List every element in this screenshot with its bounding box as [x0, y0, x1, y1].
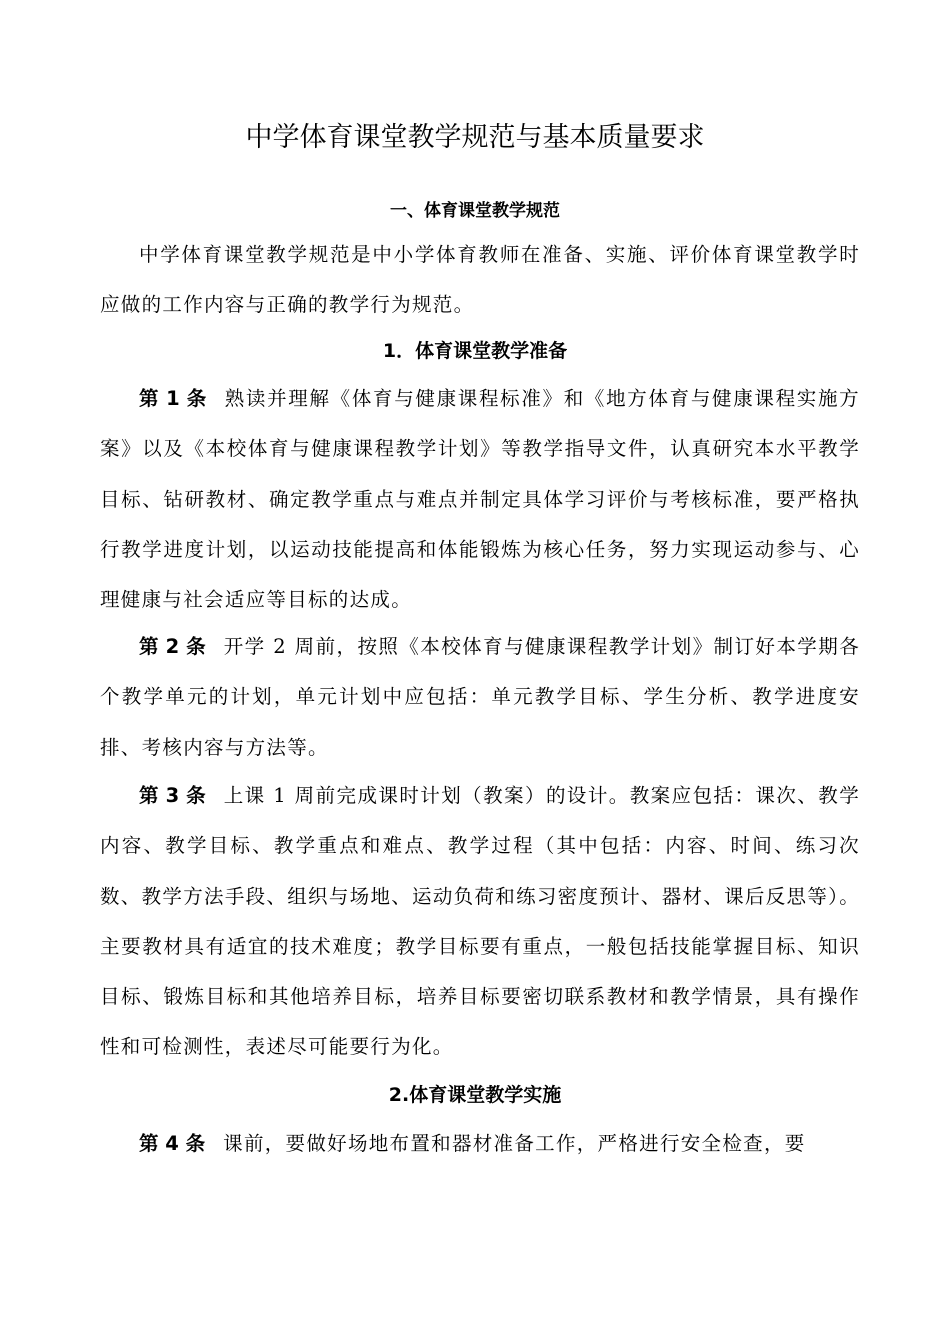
- article-text: 上课 1 周前完成课时计划（教案）的设计。教案应包括：课次、教学内容、教学目标、教学重点和难点、教学过程（其中包括：内容、时间、练习次数、教学方法手段、组织与场地、运动负荷和练习密度预计、器材、课后反思等）。主要教材具有适宜的技术难度；教学目标要有重点，一般包括技能掌握目标、知识目标、锻炼目标和其他培养目标，培养目标要密切联系教材和教学情景，具有操作性和可检测性，表述尽可能要行为化。: [100, 784, 860, 1059]
- article-paragraph: [100, 374, 860, 625]
- section-heading: 一、体育课堂教学规范: [390, 201, 560, 221]
- article-text: 课前，要做好场地布置和器材准备工作，严格进行安全检查，要: [223, 1132, 806, 1155]
- article-text: 开学 2 周前，按照《本校体育与健康课程教学计划》制订好本学期各个教学单元的计划，单元计划中应包括：单元教学目标、学生分析、教学进度安排、考核内容与方法等。: [100, 635, 860, 759]
- subheading-preparation: 1．体育课堂教学准备: [382, 340, 568, 362]
- intro-paragraph: 中学体育课堂教学规范是中小学体育教师在准备、实施、评价体育课堂教学时应做的工作内容与正确的教学行为规范。: [100, 243, 860, 317]
- article-label: 第 4 条: [139, 1132, 206, 1155]
- article-text: 熟读并理解《体育与健康课程标准》和《地方体育与健康课程实施方案》以及《本校体育与健康课程教学计划》等教学指导文件，认真研究本水平教学目标、钻研教材、确定教学重点与难点并制定具体学习评价与考核标准，要严格执行教学进度计划，以运动技能提高和体能锻炼为核心任务，努力实现运动参与、心理健康与社会适应等目标的达成。: [100, 387, 860, 612]
- article-label: 第 2 条: [139, 635, 206, 658]
- document-title: 中学体育课堂教学规范与基本质量要求: [245, 122, 705, 153]
- article-label: 第 1 条: [139, 387, 207, 410]
- article-paragraph: [100, 771, 860, 1073]
- article-paragraph: [100, 1119, 860, 1169]
- article-paragraph: [100, 622, 860, 773]
- subheading-implementation: 2.体育课堂教学实施: [388, 1084, 562, 1106]
- article-label: 第 3 条: [139, 784, 206, 807]
